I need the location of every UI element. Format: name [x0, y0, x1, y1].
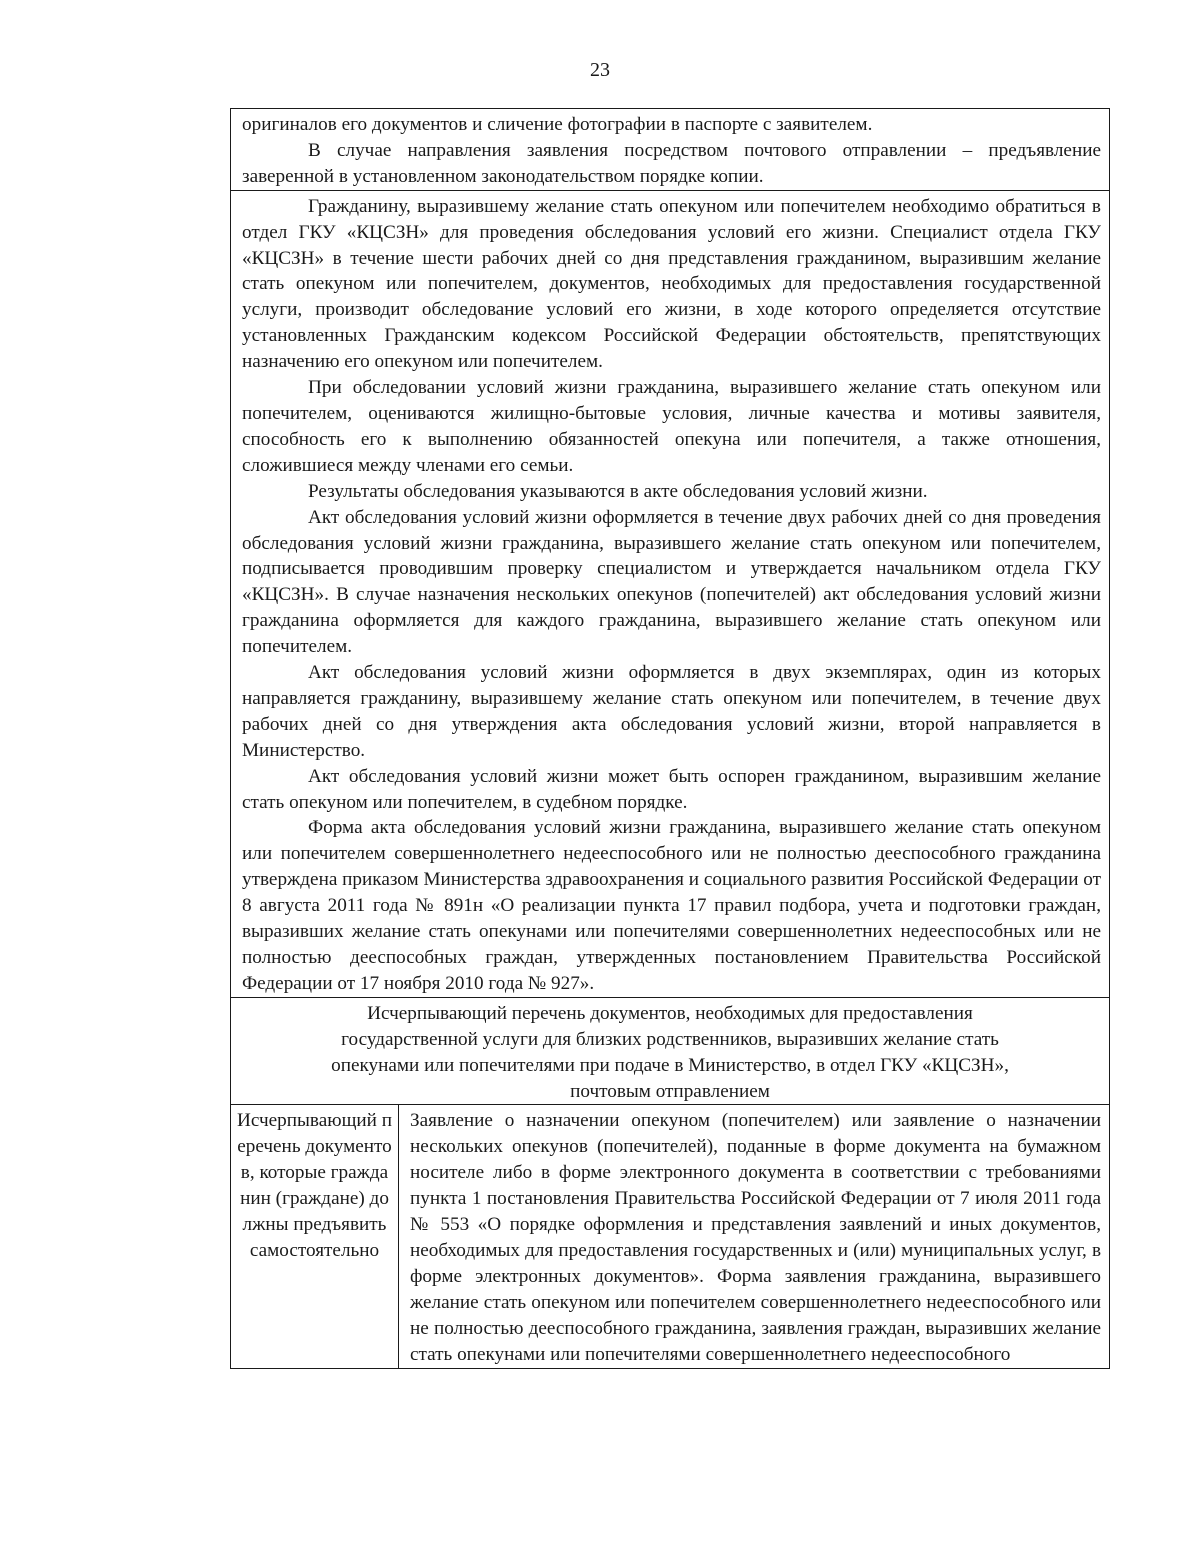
paragraph: В случае направления заявления посредством почтового отправлении – предъявление заверенной в установленном законодательством порядке копии.: [242, 139, 1101, 187]
document-table: [230, 108, 1110, 1369]
row-label-cell: Исчерпывающий перечень документов, которые гражданин (граждане) должны предъявить самостоятельно: [231, 1105, 399, 1367]
paragraph: оригиналов его документов и сличение фотографии в паспорте с заявителем.: [242, 114, 873, 135]
table-row: [231, 1104, 1109, 1367]
section-heading: [231, 997, 1109, 1105]
paragraph: Акт обследования условий жизни может быть оспорен гражданином, выразившим желание стать опекуном или попечителем, в судебном порядке.: [242, 765, 1101, 813]
paragraph: Акт обследования условий жизни оформляется в двух экземплярах, один из которых направляется гражданину, выразившему желание стать опекуном или попечителем, в течение двух рабочих дней со дня утверждения акта обследования условий жизни, второй направляется в Министерство.: [242, 662, 1101, 761]
originals-check-block: [231, 109, 1109, 190]
page-number: 23: [590, 59, 610, 81]
paragraph: Акт обследования условий жизни оформляется в течение двух рабочих дней со дня проведения обследования условий жизни гражданина, выразившего желание стать опекуном или попечителем, подписывается проводившим проверку специалистом и утверждается начальником отдела ГКУ «КЦСЗН». В случае назначения нескольких опекунов (попечителей) акт обследования условий жизни гражданина оформляется для каждого гражданина, выразившего желание стать опекуном или попечителем.: [242, 506, 1101, 658]
paragraph: Результаты обследования указываются в акте обследования условий жизни.: [308, 480, 928, 502]
paragraph: Гражданину, выразившему желание стать опекуном или попечителем необходимо обратиться в отдел ГКУ «КЦСЗН» для проведения обследования условий его жизни. Специалист отдела ГКУ «КЦСЗН» в течение шести рабочих дней со дня представления гражданином, выразившим желание стать опекуном или попечителем, документов, необходимых для предоставления государственной услуги, производит обследование условий его жизни, в ходе которого определяется отсутствие установленных Гражданским кодексом Российской Федерации обстоятельств, препятствующих назначению его опекуном или попечителем.: [242, 195, 1101, 373]
heading-line: Исчерпывающий перечень документов, необходимых для предоставления: [367, 1002, 973, 1024]
heading-line: опекунами или попечителями при подаче в Министерство, в отдел ГКУ «КЦСЗН»,: [331, 1054, 1009, 1076]
paragraph: Заявление о назначении опекуном (попечителем) или заявление о назначении нескольких опекунов (попечителей), поданные в форме документа на бумажном носителе либо в форме электронного документа в соответствии с требованиями пункта 1 постановления Правительства Российской Федерации от 7 июля 2011 года № 553 «О порядке оформления и представления заявлений и иных документов, необходимых для предоставления государственных и (или) муниципальных услуг, в форме электронных документов». Форма заявления гражданина, выразившего желание стать опекуном или попечителем совершеннолетнего недееспособного или не полностью дееспособного гражданина, заявления граждан, выразивших желание стать опекунами или попечителями совершеннолетнего недееспособного: [410, 1110, 1101, 1365]
heading-line: государственной услуги для близких родственников, выразивших желание стать: [341, 1028, 999, 1050]
paragraph: Форма акта обследования условий жизни гражданина, выразившего желание стать опекуном или попечителем совершеннолетнего недееспособного или не полностью дееспособного гражданина утверждена приказом Министерства здравоохранения и социального развития Российской Федерации от 8 августа 2011 года № 891н «О реализации пункта 17 правил подбора, учета и подготовки граждан, выразивших желание стать опекунами или попечителями совершеннолетних недееспособных или не полностью дееспособных граждан, утвержденных постановлением Правительства Российской Федерации от 17 ноября 2010 года № 927».: [242, 817, 1101, 994]
paragraph: При обследовании условий жизни гражданина, выразившего желание стать опекуном или попечителем, оцениваются жилищно-бытовые условия, личные качества и мотивы заявителя, способность его к выполнению обязанностей опекуна или попечителя, а также отношения, сложившиеся между членами его семьи.: [242, 377, 1101, 476]
inspection-procedure-block: [231, 190, 1109, 997]
row-content-cell: [399, 1105, 1109, 1367]
heading-line: почтовым отправлением: [570, 1080, 770, 1102]
